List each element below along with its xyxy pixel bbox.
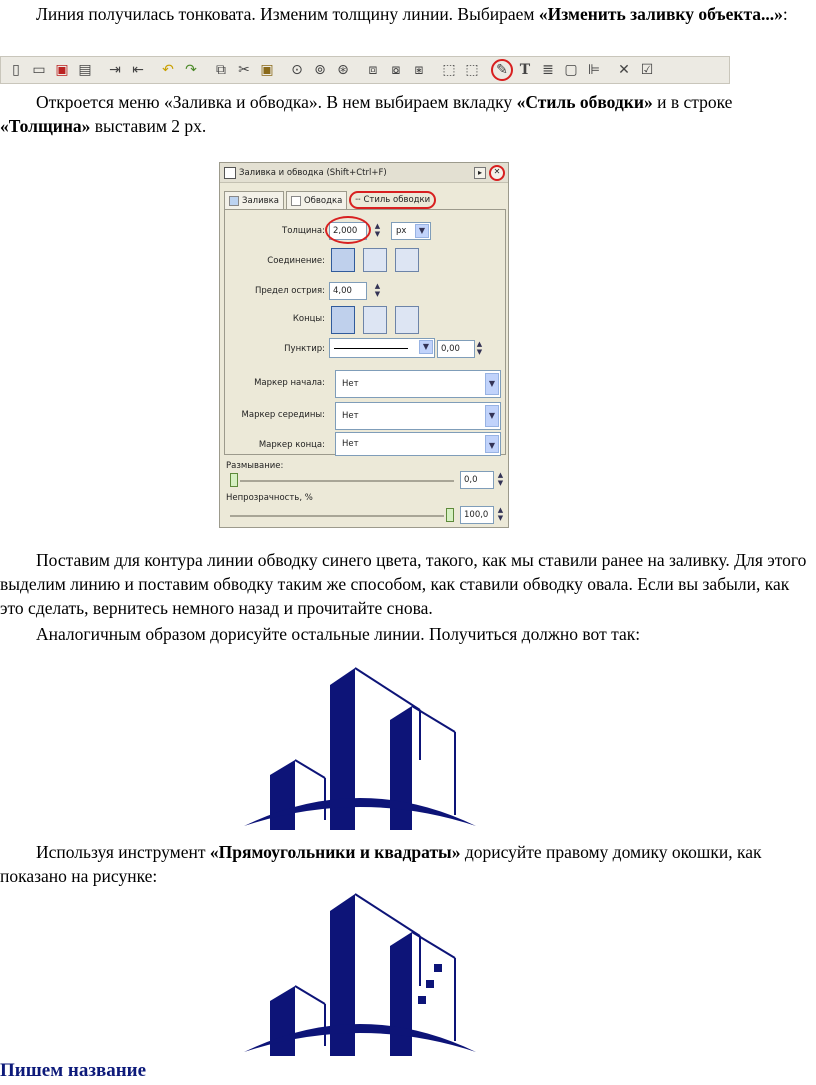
import-icon[interactable]: ⇥ xyxy=(109,62,121,78)
para5-text1: Используя инструмент xyxy=(36,842,210,862)
opacity-slider-track[interactable] xyxy=(230,515,444,517)
section-heading: Пишем название xyxy=(0,1060,147,1081)
windows-paragraph xyxy=(0,840,816,888)
building-right-roof xyxy=(412,706,455,732)
intro-colon: : xyxy=(782,4,788,24)
join-label: Соединение: xyxy=(267,256,325,266)
opacity-input[interactable] xyxy=(460,506,494,524)
mid-marker-label: Маркер середины: xyxy=(241,410,325,420)
intro-bold: «Изменить заливку объекта...» xyxy=(538,4,783,24)
copy-icon[interactable]: ⧉ xyxy=(216,62,226,78)
building-right-roof xyxy=(412,932,455,958)
chevron-down-icon: ▼ xyxy=(485,373,499,395)
buildings-logo xyxy=(240,660,480,830)
undo-icon[interactable]: ↶ xyxy=(162,62,174,78)
blur-input[interactable] xyxy=(460,471,494,489)
stroke-style-icon: ┄ xyxy=(355,195,361,205)
instruction-paragraph xyxy=(0,90,816,138)
cut-icon[interactable]: ✂ xyxy=(238,62,250,78)
para2-text2: и в строке xyxy=(652,92,733,112)
width-label: Толщина: xyxy=(282,226,325,236)
clone-icon[interactable]: ⧇ xyxy=(391,62,401,78)
end-marker-value: Нет xyxy=(342,439,359,449)
miter-spin-arrows[interactable]: ▲ ▼ xyxy=(374,282,381,298)
inkscape-toolbar xyxy=(0,56,730,84)
start-marker-label: Маркер начала: xyxy=(254,378,325,388)
para4-text: Аналогичным образом дорисуйте остальные линии. Получиться должно вот так: xyxy=(36,624,641,644)
toolbar-separator xyxy=(606,59,612,81)
toolbar-separator xyxy=(484,59,490,81)
miter-input[interactable] xyxy=(329,282,367,300)
caps-label: Концы: xyxy=(292,314,325,324)
tab-stroke[interactable] xyxy=(286,191,347,209)
text-icon[interactable]: T xyxy=(519,62,531,78)
print-icon[interactable]: ▤ xyxy=(78,62,92,78)
toolbar-separator xyxy=(150,59,156,81)
group-icon[interactable]: ⬚ xyxy=(442,62,456,78)
opacity-spin-arrows[interactable]: ▲ ▼ xyxy=(497,506,504,522)
dialog-tabs xyxy=(224,191,438,209)
preferences-icon[interactable]: ☑ xyxy=(640,62,654,78)
tab-stroke-style-label: Стиль обводки xyxy=(363,195,431,205)
paste-icon[interactable]: ▣ xyxy=(260,62,274,78)
mid-marker-select[interactable] xyxy=(335,402,501,430)
zoom-selection-icon[interactable]: ⊙ xyxy=(291,62,303,78)
building-left-front xyxy=(270,760,295,830)
blur-spin-arrows[interactable]: ▲ ▼ xyxy=(497,471,504,487)
building-right-front xyxy=(390,706,412,830)
layers-icon[interactable]: ≣ xyxy=(542,62,554,78)
open-icon[interactable]: ▭ xyxy=(32,62,46,78)
toolbar-separator xyxy=(97,59,103,81)
para2-text1: Откроется меню «Заливка и обводка». В нем выбираем вкладку xyxy=(36,92,517,112)
blur-slider-handle[interactable] xyxy=(230,473,238,487)
unit-select[interactable] xyxy=(391,222,431,240)
new-icon[interactable]: ▯ xyxy=(12,62,20,78)
window xyxy=(434,964,442,972)
unit-value: px xyxy=(396,226,407,236)
dash-offset-value: 0,00 xyxy=(441,344,460,354)
cap-round-button[interactable] xyxy=(363,306,387,334)
dash-label: Пунктир: xyxy=(284,344,325,354)
duplicate-icon[interactable]: ⧈ xyxy=(368,62,378,78)
width-highlight xyxy=(325,216,371,244)
join-bevel-button[interactable] xyxy=(395,248,419,272)
width-spin-arrows[interactable]: ▲ ▼ xyxy=(374,222,381,238)
dialog-close-button[interactable]: ✕ xyxy=(489,165,505,181)
stroke-color-paragraph xyxy=(0,548,816,620)
mid-marker-value: Нет xyxy=(342,411,359,421)
buildings-logo-with-windows xyxy=(240,886,480,1056)
fill-stroke-dialog xyxy=(219,162,509,528)
dash-spin-arrows[interactable]: ▲ ▼ xyxy=(476,340,483,356)
building-left-front xyxy=(270,986,295,1056)
para5-bold1: «Прямоугольники и квадраты» xyxy=(209,842,461,862)
dialog-icon xyxy=(224,167,236,179)
intro-paragraph xyxy=(0,2,816,26)
toolbar-separator xyxy=(431,59,437,81)
draw-lines-paragraph xyxy=(0,622,816,646)
building-left-roof xyxy=(295,760,325,778)
ungroup-icon[interactable]: ⬚ xyxy=(465,62,479,78)
export-icon[interactable]: ⇤ xyxy=(132,62,144,78)
dash-select[interactable] xyxy=(329,338,435,358)
miter-label: Предел острия: xyxy=(255,286,325,296)
fill-stroke-icon[interactable]: ✎ xyxy=(491,59,513,81)
stroke-style-panel xyxy=(224,209,506,455)
join-round-button[interactable] xyxy=(363,248,387,272)
para3-text: Поставим для контура линии обводку синего цвета, такого, как мы ставили ранее на заливку. Для этого выделим линию и поставим обводку таким же способом, как ставили обводку овала. Если вы забыли, как это сделать, вернитесь немного назад и прочитайте снова. xyxy=(0,550,807,618)
cap-butt-button[interactable] xyxy=(331,306,355,334)
window xyxy=(418,996,426,1004)
chevron-down-icon: ▼ xyxy=(415,224,429,238)
align-icon[interactable]: ⊫ xyxy=(587,62,601,78)
zoom-page-icon[interactable]: ⊛ xyxy=(337,62,349,78)
start-marker-value: Нет xyxy=(342,379,359,389)
toolbar-separator xyxy=(355,59,361,81)
tab-stroke-label: Обводка xyxy=(303,195,343,206)
intro-text: Линия получилась тонковата. Изменим толщину линии. Выбираем xyxy=(36,4,539,24)
toolbar-separator xyxy=(279,59,285,81)
join-miter-button[interactable] xyxy=(331,248,355,272)
tools-icon[interactable]: ✕ xyxy=(618,62,630,78)
end-marker-select[interactable] xyxy=(335,432,501,456)
redo-icon[interactable]: ↷ xyxy=(185,62,197,78)
cap-square-button[interactable] xyxy=(395,306,419,334)
opacity-value: 100,0 xyxy=(464,510,489,520)
blur-label: Размывание: xyxy=(226,461,284,471)
building-left-roof xyxy=(295,986,325,1004)
blur-value: 0,0 xyxy=(464,475,478,485)
blur-slider-track[interactable] xyxy=(240,480,454,482)
para2-bold1: «Стиль обводки» xyxy=(516,92,653,112)
chevron-down-icon: ▼ xyxy=(419,340,433,354)
save-icon[interactable]: ▣ xyxy=(55,62,69,78)
dialog-titlebar[interactable] xyxy=(220,163,508,183)
tab-fill-label: Заливка xyxy=(242,195,279,206)
chevron-down-icon: ▼ xyxy=(485,435,499,453)
dialog-title: Заливка и обводка (Shift+Ctrl+F) xyxy=(239,167,387,178)
para2-bold2: «Толщина» xyxy=(0,116,91,136)
dash-pattern-line xyxy=(334,348,408,349)
building-tall-roof xyxy=(355,894,420,936)
para2-text3: выставим 2 px. xyxy=(90,116,207,136)
opacity-label: Непрозрачность, % xyxy=(226,493,313,503)
fill-swatch-icon xyxy=(229,196,239,206)
para5-text2: дорисуйте правому домику окошки, как показано на рисунке: xyxy=(0,842,762,886)
stroke-swatch-icon xyxy=(291,196,301,206)
zoom-drawing-icon[interactable]: ⊚ xyxy=(314,62,326,78)
toolbar-separator xyxy=(203,59,209,81)
end-marker-label: Маркер конца: xyxy=(258,440,325,450)
chevron-down-icon: ▼ xyxy=(485,405,499,427)
width-value: 2,000 xyxy=(333,226,358,236)
unlink-clone-icon[interactable]: ⧆ xyxy=(414,62,424,78)
window xyxy=(426,980,434,988)
building-right-front xyxy=(390,932,412,1056)
building-tall-roof xyxy=(355,668,420,710)
dialog-menu-button[interactable]: ▸ xyxy=(474,167,486,179)
start-marker-select[interactable] xyxy=(335,370,501,398)
tab-fill[interactable] xyxy=(224,191,284,209)
miter-value: 4,00 xyxy=(333,286,352,296)
xml-editor-icon[interactable]: ▢ xyxy=(564,62,578,78)
tab-stroke-style[interactable] xyxy=(349,191,436,209)
opacity-slider-handle[interactable] xyxy=(446,508,454,522)
dash-offset-input[interactable] xyxy=(437,340,475,358)
